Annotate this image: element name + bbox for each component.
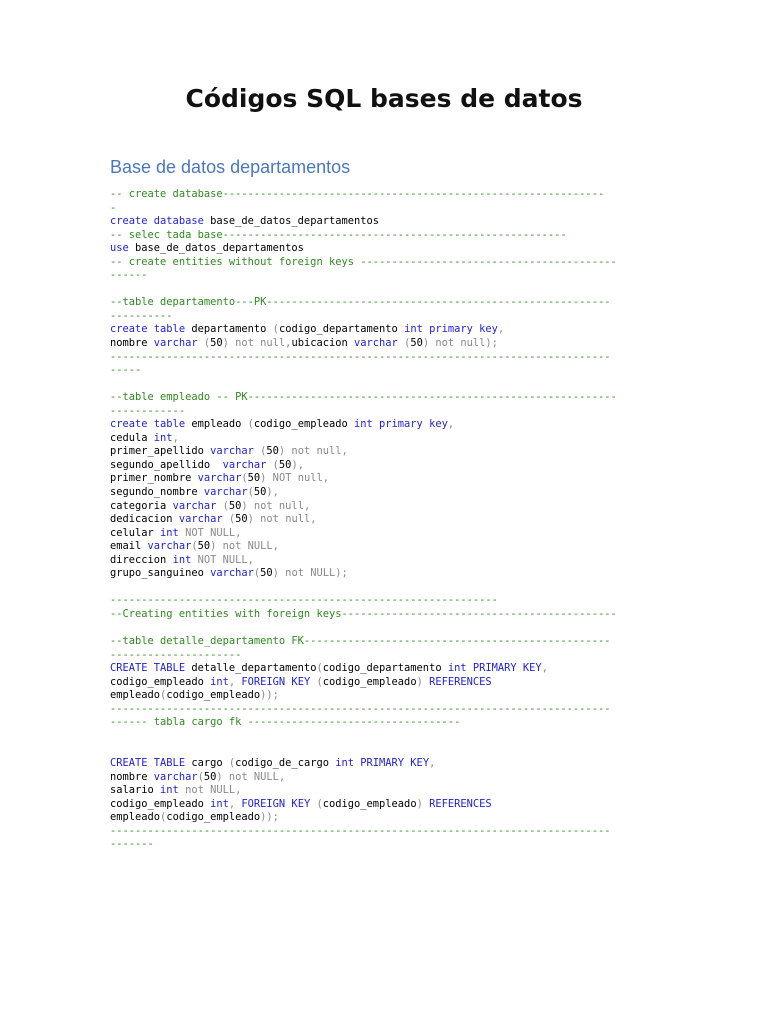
code-token: int <box>172 553 192 566</box>
code-line <box>110 622 670 636</box>
code-token: 50 <box>260 567 273 580</box>
code-token: int primary key <box>404 323 498 336</box>
code-line <box>110 635 670 649</box>
code-token: 50 <box>410 337 423 350</box>
code-token: create table <box>110 323 186 336</box>
code-token: , <box>541 662 548 675</box>
code-line <box>110 418 670 432</box>
code-token: salario <box>110 784 161 797</box>
code-line <box>110 771 670 785</box>
code-token: int <box>160 784 179 797</box>
code-line <box>110 256 670 270</box>
code-line <box>110 364 670 378</box>
code-token: -- create database------------------------------------------------------------- <box>110 188 605 200</box>
code-token: ) not null, <box>278 445 348 458</box>
code-token: ( <box>228 756 236 769</box>
code-token: codigo_empleado <box>322 797 417 810</box>
code-token: , <box>429 756 436 769</box>
code-token: int <box>210 797 229 810</box>
code-token: create database <box>110 215 204 228</box>
code-token: dedicacion <box>110 513 179 526</box>
code-token: ( <box>197 770 204 783</box>
code-token: ) not null, <box>247 513 317 526</box>
code-token: varchar <box>178 513 223 526</box>
code-token: int PRIMARY KEY <box>447 662 542 675</box>
code-token: ) not null, <box>241 499 311 512</box>
code-token: email <box>110 540 148 553</box>
code-line <box>110 296 670 310</box>
code-token: codigo_empleado <box>110 797 211 810</box>
code-token: primer_nombre <box>110 472 198 485</box>
code-token: ( <box>216 499 229 512</box>
code-token: direccion <box>110 553 173 566</box>
code-token: varchar <box>222 458 267 471</box>
code-line <box>110 351 670 365</box>
code-token: -------------------------------------------------------------- <box>110 594 498 607</box>
code-token: ( <box>160 811 167 824</box>
code-token: 50 <box>253 486 267 499</box>
code-token: ( <box>197 337 211 350</box>
code-token: nombre <box>110 337 154 350</box>
code-token: varchar <box>197 472 242 485</box>
code-token: --Creating entities with foreign keys-------------------------------------------- <box>110 607 617 620</box>
code-token: CREATE TABLE <box>110 756 186 769</box>
code-token: cedula <box>110 431 154 444</box>
code-token: varchar <box>354 337 398 350</box>
code-line <box>110 229 670 243</box>
code-token: 50 <box>228 499 242 512</box>
code-token: codigo_de_cargo <box>235 756 336 769</box>
code-token: , <box>228 797 242 810</box>
code-token: ------ tabla cargo fk ---------------------------------- <box>110 716 461 729</box>
code-token: codigo_departamento <box>278 323 405 336</box>
code-line <box>110 716 670 730</box>
code-token: int PRIMARY KEY <box>335 756 430 769</box>
code-line <box>110 283 670 297</box>
code-token: int primary key <box>354 418 448 431</box>
code-token: ( <box>310 797 323 810</box>
code-token: base_de_datos_departamentos <box>203 215 380 228</box>
code-token: varchar <box>210 445 254 458</box>
code-token: celular <box>110 526 161 539</box>
code-token: categoria <box>110 499 173 512</box>
code-token: ( <box>191 540 198 553</box>
code-token: not NULL, <box>178 784 242 797</box>
code-token: int <box>210 675 229 688</box>
code-token: , <box>447 418 455 431</box>
code-line <box>110 391 670 405</box>
code-line <box>110 188 670 202</box>
code-token: ------ <box>110 269 148 282</box>
code-line <box>110 676 670 690</box>
code-line <box>110 798 670 812</box>
code-line <box>110 202 670 216</box>
code-token: ( <box>310 675 323 688</box>
code-token: , <box>172 431 179 444</box>
code-line <box>110 405 670 419</box>
code-token: int <box>160 526 179 539</box>
code-token: )); <box>260 811 279 824</box>
code-token: -------------------------------------------------------------------------------- <box>110 702 611 715</box>
code-token: - <box>110 201 117 214</box>
code-token: ) <box>416 675 430 688</box>
code-token: ( <box>397 337 411 350</box>
code-token: ----- <box>110 364 142 377</box>
code-line <box>110 594 670 608</box>
code-token: ( <box>222 513 236 526</box>
code-line <box>110 825 670 839</box>
code-token: )); <box>260 689 279 702</box>
code-token: varchar <box>147 540 192 553</box>
code-token: ) not null); <box>422 337 498 350</box>
code-token: ubicacion <box>291 337 355 350</box>
code-line <box>110 567 670 581</box>
code-token: varchar <box>172 499 217 512</box>
code-token: ( <box>316 662 323 675</box>
code-line <box>110 757 670 771</box>
code-line <box>110 527 670 541</box>
code-token: ), <box>291 458 304 471</box>
code-line <box>110 730 670 744</box>
code-token: primer_apellido <box>110 445 211 458</box>
code-token: ( <box>253 567 261 580</box>
code-line <box>110 838 670 852</box>
code-token: ( <box>247 418 254 431</box>
code-token: ( <box>272 323 279 336</box>
code-line <box>110 323 670 337</box>
code-token: create table <box>110 418 186 431</box>
code-line <box>110 554 670 568</box>
code-token: empleado <box>110 689 161 702</box>
code-line <box>110 500 670 514</box>
code-line <box>110 378 670 392</box>
code-token: codigo_empleado <box>110 675 211 688</box>
code-token: ) not null, <box>222 337 292 350</box>
code-line <box>110 242 670 256</box>
code-line <box>110 445 670 459</box>
code-token: ( <box>160 689 167 702</box>
section-heading: Base de datos departamentos <box>110 157 351 177</box>
code-token: grupo_sanguineo <box>110 567 211 580</box>
code-token: segundo_apellido <box>110 458 223 471</box>
code-token: base_de_datos_departamentos <box>128 242 304 255</box>
code-token: departamento <box>185 323 273 336</box>
code-token: varchar <box>153 337 198 350</box>
code-line <box>110 472 670 486</box>
code-token: 50 <box>278 458 292 471</box>
code-token: use <box>110 242 129 255</box>
code-token: FOREIGN KEY <box>241 797 311 810</box>
code-token: ), <box>266 486 279 499</box>
code-token: cargo <box>185 756 229 769</box>
code-token: --table departamento---PK------------------------------------------------------- <box>110 296 611 309</box>
code-token: 50 <box>235 513 248 526</box>
code-token: empleado <box>110 811 161 824</box>
code-token: codigo_empleado <box>166 689 261 702</box>
code-token: ) not NULL); <box>272 567 348 580</box>
code-token: -------------------------------------------------------------------------------- <box>110 350 611 363</box>
code-token: NOT NULL, <box>178 526 242 539</box>
code-token: ( <box>266 458 279 471</box>
code-token: REFERENCES <box>429 675 492 688</box>
code-token: varchar <box>203 486 248 499</box>
code-token: 50 <box>266 445 279 458</box>
code-token: 50 <box>203 770 217 783</box>
code-token: ( <box>241 472 248 485</box>
code-token: ---------- <box>110 309 173 322</box>
code-token: -- selec tada base------------------------------------------------------- <box>110 228 567 241</box>
code-token: 50 <box>210 337 223 350</box>
code-token: codigo_empleado <box>166 811 261 824</box>
code-token: , <box>228 675 242 688</box>
code-token: NOT NULL, <box>191 553 254 566</box>
code-line <box>110 486 670 500</box>
code-line <box>110 662 670 676</box>
code-token: detalle_departamento <box>185 662 317 675</box>
code-token: -------------------------------------------------------------------------------- <box>110 824 611 837</box>
code-token: nombre <box>110 770 154 783</box>
code-token: varchar <box>210 567 254 580</box>
code-token: ) not NULL, <box>210 540 279 553</box>
code-token: --table empleado -- PK----------------------------------------------------------- <box>110 391 617 404</box>
code-token: 50 <box>197 540 211 553</box>
code-line <box>110 784 670 798</box>
code-line <box>110 689 670 703</box>
code-token: codigo_empleado <box>253 418 354 431</box>
code-token: , <box>497 323 505 336</box>
code-line <box>110 540 670 554</box>
code-line <box>110 608 670 622</box>
code-token: --------------------- <box>110 648 242 661</box>
code-line <box>110 513 670 527</box>
code-line <box>110 337 670 351</box>
code-line <box>110 459 670 473</box>
code-line <box>110 743 670 757</box>
code-token: ) NOT null, <box>260 472 329 485</box>
code-token: CREATE TABLE <box>110 662 186 675</box>
code-line <box>110 811 670 825</box>
code-token: codigo_departamento <box>322 662 448 675</box>
code-token: FOREIGN KEY <box>241 675 311 688</box>
code-line <box>110 215 670 229</box>
code-token: ------------ <box>110 404 186 417</box>
code-token: empleado <box>185 418 248 431</box>
code-token: 50 <box>247 472 261 485</box>
code-line <box>110 310 670 324</box>
code-token: codigo_empleado <box>322 675 417 688</box>
code-token: ------- <box>110 838 154 851</box>
code-token: REFERENCES <box>429 797 492 810</box>
code-token: ( <box>247 486 254 499</box>
code-token: ( <box>253 445 267 458</box>
code-token: --table detalle_departamento FK------------------------------------------------- <box>110 635 611 648</box>
code-line <box>110 432 670 446</box>
code-token: segundo_nombre <box>110 486 204 499</box>
code-line <box>110 581 670 595</box>
code-line <box>110 703 670 717</box>
code-token: int <box>153 431 173 444</box>
code-token: varchar <box>153 770 198 783</box>
sql-code-block <box>110 188 670 852</box>
code-line <box>110 649 670 663</box>
code-token: ) <box>416 797 430 810</box>
code-line <box>110 269 670 283</box>
code-token: ) not NULL, <box>216 770 286 783</box>
page-title: Códigos SQL bases de datos <box>185 84 583 113</box>
code-token: -- create entities without foreign keys ----------------------------------------- <box>110 255 617 268</box>
